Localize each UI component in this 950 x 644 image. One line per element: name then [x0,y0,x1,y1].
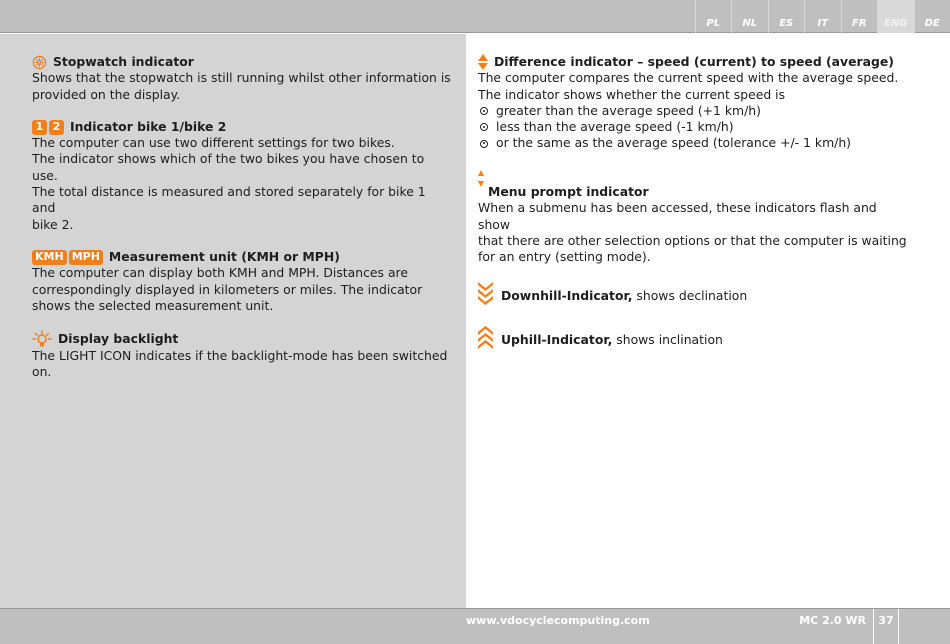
stopwatch-title: Stopwatch indicator [53,54,194,69]
stopwatch-icon [32,55,47,70]
list-item [478,119,908,135]
up-triangle-icon [478,54,488,61]
difference-line-1: The computer compares the current speed with the average speed. [478,70,899,86]
unit-icon [32,250,103,265]
up-down-arrow-icon [478,54,488,70]
page-number: 37 [873,609,899,644]
left-column [0,34,466,608]
unit-line-3: shows the selected measurement unit. [32,297,274,313]
uphill-chevron-icon [478,326,493,354]
bike-line-1: The computer can use two different settings for two bikes. [32,135,395,151]
stopwatch-line-1: Shows that the stopwatch is still running whilst other information is [32,70,451,86]
section-backlight [32,330,452,381]
difference-line-2: The indicator shows whether the current speed is [478,86,786,102]
menu-line-2: that there are other selection options or that the computer is waiting [478,232,907,248]
difference-title: Difference indicator – speed (current) to speed (average) [494,54,894,69]
down-triangle-icon [478,181,484,187]
menu-arrows-icon [478,170,484,201]
bullet-text: less than the average speed (-1 km/h) [496,119,734,135]
section-uphill [478,326,908,354]
tab-fr[interactable]: FR [841,0,878,33]
light-bulb-icon [32,330,52,348]
menu-line-1: When a submenu has been accessed, these indicators flash and show [478,200,877,232]
downhill-chevron-icon [478,282,493,310]
down-triangle-icon [478,63,488,70]
list-item [478,135,908,151]
stopwatch-line-2: provided on the display. [32,86,181,102]
footer-url[interactable]: www.vdocyclecomputing.com [466,614,650,627]
bike-1-badge: 1 [32,120,47,135]
menu-title: Menu prompt indicator [488,184,649,200]
section-stopwatch [32,54,452,103]
language-tabs [695,0,950,33]
tab-it[interactable]: IT [804,0,841,33]
right-column [466,34,950,608]
backlight-title: Display backlight [58,331,179,346]
downhill-text: shows declination [636,287,748,303]
list-item [478,103,908,119]
section-downhill [478,282,908,310]
bullet-text: greater than the average speed (+1 km/h) [496,102,761,118]
kmh-badge: KMH [32,250,67,265]
footer-bar [0,608,950,644]
header-bar [0,0,950,33]
bullet-icon [480,140,488,148]
bike-line-2: The indicator shows which of the two bikes you have chosen to use. [32,151,425,183]
tab-pl[interactable]: PL [695,0,732,33]
bike-2-badge: 2 [49,120,64,135]
section-unit [32,249,452,314]
uphill-text: shows inclination [616,331,723,347]
bike-line-4: bike 2. [32,216,74,232]
bike-line-3: The total distance is measured and stored separately for bike 1 and [32,184,426,216]
tab-de[interactable]: DE [914,0,950,33]
uphill-label: Uphill-Indicator, [501,331,613,347]
up-triangle-icon [478,170,484,176]
menu-line-3: for an entry (setting mode). [478,249,651,265]
section-menu [478,168,908,266]
backlight-line-1: The LIGHT ICON indicates if the backlight-mode has been switched on. [32,348,448,380]
unit-line-2: correspondingly displayed in kilometers or miles. The indicator [32,281,423,297]
bullet-icon [480,107,488,115]
bullet-icon [480,123,488,131]
downhill-label: Downhill-Indicator, [501,287,633,303]
bike-title: Indicator bike 1/bike 2 [70,118,227,134]
bike-number-icon [32,120,64,135]
tab-eng[interactable]: ENG [877,0,914,33]
unit-title: Measurement unit (KMH or MPH) [108,248,340,264]
footer-model: MC 2.0 WR [799,614,866,627]
mph-badge: MPH [69,250,103,265]
tab-es[interactable]: ES [768,0,805,33]
tab-nl[interactable]: NL [731,0,768,33]
bullet-text: or the same as the average speed (tolerance +/- 1 km/h) [496,135,852,151]
section-bike [32,119,452,233]
section-difference [478,54,908,152]
unit-line-1: The computer can display both KMH and MPH. Distances are [32,265,408,281]
